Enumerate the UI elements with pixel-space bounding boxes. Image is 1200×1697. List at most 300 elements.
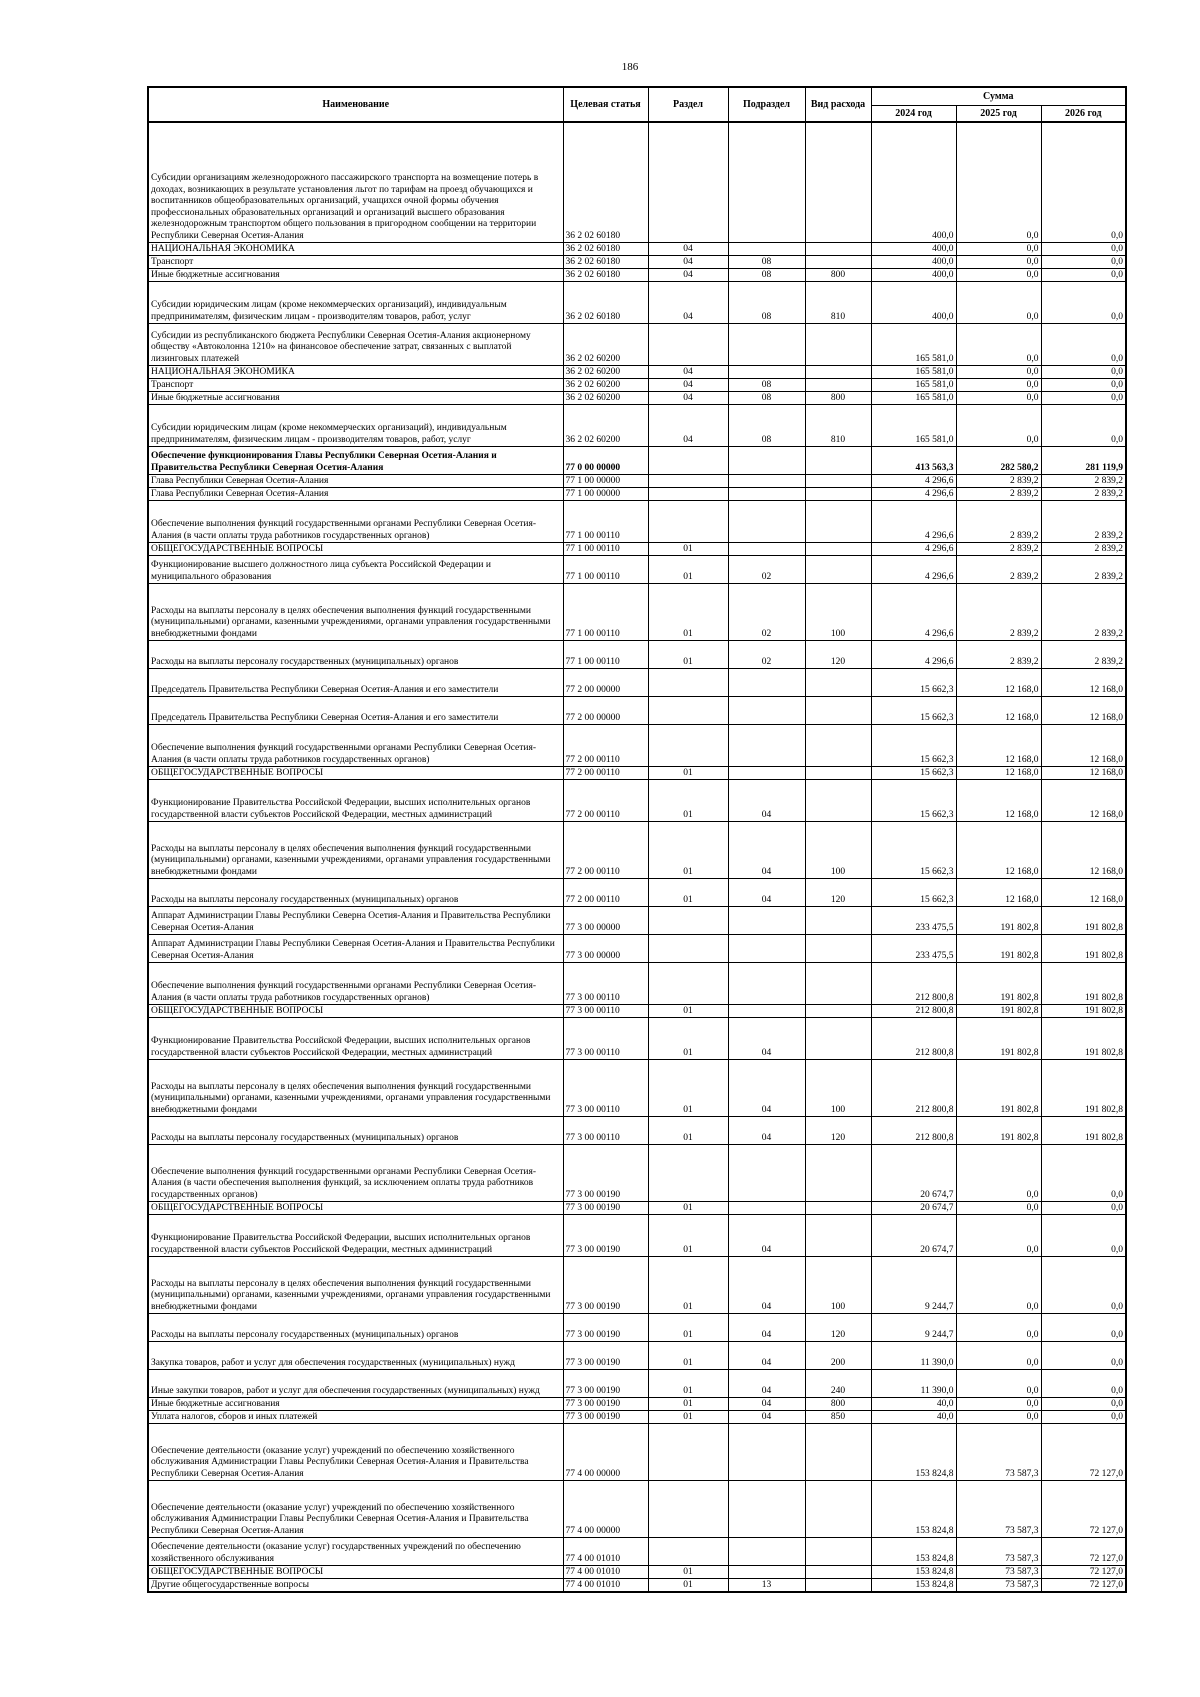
row-subsection: 04 <box>728 879 805 907</box>
row-sum-2025: 0,0 <box>956 1398 1041 1411</box>
row-name: Функционирование Правительства Российской Федерации, высших исполнительных органов государственной власти субъектов Российской Федерации, местных администраций <box>148 1018 563 1060</box>
row-expense-type: 810 <box>805 282 871 324</box>
row-sum-2025: 0,0 <box>956 1314 1041 1342</box>
table-row <box>148 641 1126 669</box>
row-subsection: 13 <box>728 1579 805 1593</box>
row-sum-2024: 4 296,6 <box>871 543 956 556</box>
row-sum-2025: 191 802,8 <box>956 1018 1041 1060</box>
row-sum-2025: 12 168,0 <box>956 879 1041 907</box>
row-sum-2024: 165 581,0 <box>871 366 956 379</box>
row-sum-2024: 4 296,6 <box>871 641 956 669</box>
row-target-article: 77 3 00 00110 <box>563 1060 648 1117</box>
row-sum-2024: 11 390,0 <box>871 1342 956 1370</box>
row-subsection: 04 <box>728 780 805 822</box>
row-name: Глава Республики Северная Осетия-Алания <box>148 475 563 488</box>
row-section: 04 <box>648 392 728 405</box>
row-name: Иные закупки товаров, работ и услуг для обеспечения государственных (муниципальных) нужд <box>148 1370 563 1398</box>
row-expense-type: 800 <box>805 269 871 282</box>
table-row <box>148 282 1126 324</box>
row-sum-2025: 73 587,3 <box>956 1481 1041 1538</box>
row-expense-type <box>805 907 871 935</box>
row-section: 01 <box>648 1398 728 1411</box>
row-sum-2025: 0,0 <box>956 243 1041 256</box>
row-sum-2026: 0,0 <box>1041 122 1126 243</box>
row-sum-2025: 2 839,2 <box>956 584 1041 641</box>
row-subsection <box>728 1145 805 1202</box>
row-section: 01 <box>648 1314 728 1342</box>
table-row <box>148 1060 1126 1117</box>
row-sum-2025: 2 839,2 <box>956 501 1041 543</box>
row-sum-2025: 73 587,3 <box>956 1424 1041 1481</box>
row-name: ОБЩЕГОСУДАРСТВЕННЫЕ ВОПРОСЫ <box>148 767 563 780</box>
header-sum: Сумма <box>871 87 1126 106</box>
row-expense-type: 120 <box>805 641 871 669</box>
row-name: Субсидии юридическим лицам (кроме некоммерческих организаций), индивидуальным предпринимателям, физическим лицам - производителям товаров, работ, услуг <box>148 405 563 447</box>
row-sum-2026: 0,0 <box>1041 366 1126 379</box>
table-row <box>148 1342 1126 1370</box>
row-target-article: 77 2 00 00000 <box>563 697 648 725</box>
row-target-article: 36 2 02 60180 <box>563 282 648 324</box>
row-sum-2024: 20 674,7 <box>871 1202 956 1215</box>
row-sum-2024: 212 800,8 <box>871 1005 956 1018</box>
row-target-article: 77 3 00 00190 <box>563 1370 648 1398</box>
row-sum-2025: 2 839,2 <box>956 641 1041 669</box>
row-sum-2024: 40,0 <box>871 1411 956 1424</box>
table-row <box>148 405 1126 447</box>
row-subsection: 04 <box>728 1314 805 1342</box>
row-target-article: 77 3 00 00190 <box>563 1202 648 1215</box>
table-row <box>148 1314 1126 1342</box>
row-target-article: 36 2 02 60200 <box>563 379 648 392</box>
table-row <box>148 1398 1126 1411</box>
row-sum-2025: 2 839,2 <box>956 475 1041 488</box>
row-section <box>648 907 728 935</box>
row-section: 01 <box>648 1117 728 1145</box>
row-expense-type: 240 <box>805 1370 871 1398</box>
row-sum-2025: 191 802,8 <box>956 935 1041 963</box>
table-row <box>148 1257 1126 1314</box>
row-name: Обеспечение выполнения функций государственными органами Республики Северная Осетия-Алания (в части обеспечения выполнения функций, за исключением оплаты труда работников государственных органов) <box>148 1145 563 1202</box>
table-row <box>148 1481 1126 1538</box>
table-row <box>148 324 1126 366</box>
row-sum-2025: 2 839,2 <box>956 488 1041 501</box>
row-sum-2025: 191 802,8 <box>956 907 1041 935</box>
row-sum-2025: 73 587,3 <box>956 1538 1041 1566</box>
table-row <box>148 556 1126 584</box>
row-sum-2026: 191 802,8 <box>1041 935 1126 963</box>
row-name: Субсидии юридическим лицам (кроме некоммерческих организаций), индивидуальным предпринимателям, физическим лицам - производителям товаров, работ, услуг <box>148 282 563 324</box>
row-name: Транспорт <box>148 256 563 269</box>
row-target-article: 36 2 02 60180 <box>563 256 648 269</box>
row-sum-2026: 2 839,2 <box>1041 488 1126 501</box>
row-target-article: 77 4 00 01010 <box>563 1538 648 1566</box>
row-sum-2024: 400,0 <box>871 243 956 256</box>
row-name: Обеспечение функционирования Главы Республики Северная Осетия-Алания и Правительства Республики Северная Осетия-Алания <box>148 447 563 475</box>
row-subsection: 04 <box>728 1398 805 1411</box>
row-name: Аппарат Администрации Главы Республики Северная Осетия-Алания и Правительства Республики Северная Осетия-Алания <box>148 935 563 963</box>
header-year-2026: 2026 год <box>1041 106 1126 123</box>
row-target-article: 77 3 00 00190 <box>563 1314 648 1342</box>
row-sum-2024: 15 662,3 <box>871 879 956 907</box>
row-subsection: 02 <box>728 641 805 669</box>
row-section <box>648 725 728 767</box>
row-subsection <box>728 475 805 488</box>
table-row <box>148 1145 1126 1202</box>
row-section <box>648 697 728 725</box>
row-target-article: 77 3 00 00190 <box>563 1215 648 1257</box>
table-row <box>148 879 1126 907</box>
row-sum-2026: 72 127,0 <box>1041 1579 1126 1593</box>
row-sum-2026: 2 839,2 <box>1041 556 1126 584</box>
row-subsection: 04 <box>728 1411 805 1424</box>
row-name: Расходы на выплаты персоналу государственных (муниципальных) органов <box>148 641 563 669</box>
table-row <box>148 501 1126 543</box>
header-name: Наименование <box>148 87 563 122</box>
table-row <box>148 1117 1126 1145</box>
row-sum-2024: 20 674,7 <box>871 1215 956 1257</box>
row-target-article: 77 1 00 00110 <box>563 556 648 584</box>
table-row <box>148 543 1126 556</box>
row-subsection: 08 <box>728 282 805 324</box>
row-name: ОБЩЕГОСУДАРСТВЕННЫЕ ВОПРОСЫ <box>148 1005 563 1018</box>
row-sum-2024: 153 824,8 <box>871 1566 956 1579</box>
table-row <box>148 767 1126 780</box>
row-target-article: 36 2 02 60180 <box>563 269 648 282</box>
row-section: 01 <box>648 1566 728 1579</box>
row-sum-2024: 212 800,8 <box>871 963 956 1005</box>
row-section: 01 <box>648 780 728 822</box>
row-name: Другие общегосударственные вопросы <box>148 1579 563 1593</box>
row-expense-type <box>805 488 871 501</box>
table-row <box>148 1538 1126 1566</box>
row-sum-2026: 12 168,0 <box>1041 725 1126 767</box>
row-name: ОБЩЕГОСУДАРСТВЕННЫЕ ВОПРОСЫ <box>148 1566 563 1579</box>
table-row <box>148 780 1126 822</box>
row-section <box>648 963 728 1005</box>
row-sum-2024: 165 581,0 <box>871 324 956 366</box>
row-subsection: 02 <box>728 556 805 584</box>
row-name: Расходы на выплаты персоналу государственных (муниципальных) органов <box>148 879 563 907</box>
row-subsection <box>728 1005 805 1018</box>
row-expense-type: 850 <box>805 1411 871 1424</box>
row-sum-2024: 153 824,8 <box>871 1538 956 1566</box>
row-sum-2026: 12 168,0 <box>1041 669 1126 697</box>
row-sum-2024: 413 563,3 <box>871 447 956 475</box>
table-row <box>148 392 1126 405</box>
row-section <box>648 1538 728 1566</box>
row-expense-type <box>805 1018 871 1060</box>
table-row <box>148 1005 1126 1018</box>
row-section: 04 <box>648 282 728 324</box>
row-subsection: 04 <box>728 1060 805 1117</box>
table-row <box>148 269 1126 282</box>
row-sum-2025: 73 587,3 <box>956 1579 1041 1593</box>
row-name: Расходы на выплаты персоналу в целях обеспечения выполнения функций государственными (муниципальными) органами, казенными учреждениями, органами управления государственными внебюджетными фондами <box>148 822 563 879</box>
row-expense-type <box>805 1215 871 1257</box>
row-sum-2025: 191 802,8 <box>956 1117 1041 1145</box>
row-expense-type: 100 <box>805 822 871 879</box>
row-subsection: 08 <box>728 256 805 269</box>
row-expense-type <box>805 1005 871 1018</box>
row-name: Функционирование Правительства Российской Федерации, высших исполнительных органов государственной власти субъектов Российской Федерации, местных администраций <box>148 780 563 822</box>
row-sum-2024: 165 581,0 <box>871 379 956 392</box>
row-target-article: 36 2 02 60200 <box>563 366 648 379</box>
row-expense-type: 810 <box>805 405 871 447</box>
row-section: 01 <box>648 1060 728 1117</box>
row-expense-type <box>805 256 871 269</box>
row-sum-2026: 191 802,8 <box>1041 963 1126 1005</box>
table-row <box>148 1370 1126 1398</box>
header-year-2025: 2025 год <box>956 106 1041 123</box>
row-expense-type <box>805 767 871 780</box>
table-header <box>148 87 1126 122</box>
header-target-article: Целевая статья <box>563 87 648 122</box>
row-sum-2024: 400,0 <box>871 256 956 269</box>
row-sum-2025: 0,0 <box>956 405 1041 447</box>
row-sum-2026: 191 802,8 <box>1041 1117 1126 1145</box>
row-target-article: 77 3 00 00000 <box>563 935 648 963</box>
row-target-article: 77 2 00 00110 <box>563 879 648 907</box>
row-sum-2024: 15 662,3 <box>871 725 956 767</box>
row-expense-type: 100 <box>805 1060 871 1117</box>
row-target-article: 77 1 00 00110 <box>563 501 648 543</box>
row-sum-2026: 0,0 <box>1041 1411 1126 1424</box>
table-row <box>148 488 1126 501</box>
row-subsection <box>728 447 805 475</box>
row-sum-2024: 233 475,5 <box>871 935 956 963</box>
row-section: 01 <box>648 556 728 584</box>
row-sum-2026: 72 127,0 <box>1041 1481 1126 1538</box>
row-sum-2026: 0,0 <box>1041 1257 1126 1314</box>
row-name: Уплата налогов, сборов и иных платежей <box>148 1411 563 1424</box>
row-section: 01 <box>648 1342 728 1370</box>
row-sum-2024: 20 674,7 <box>871 1145 956 1202</box>
row-sum-2026: 2 839,2 <box>1041 501 1126 543</box>
row-sum-2026: 191 802,8 <box>1041 1018 1126 1060</box>
row-subsection <box>728 366 805 379</box>
row-sum-2026: 72 127,0 <box>1041 1424 1126 1481</box>
row-target-article: 77 3 00 00190 <box>563 1411 648 1424</box>
row-section: 01 <box>648 767 728 780</box>
row-sum-2024: 9 244,7 <box>871 1257 956 1314</box>
row-subsection <box>728 669 805 697</box>
row-subsection <box>728 697 805 725</box>
row-expense-type <box>805 1538 871 1566</box>
row-sum-2026: 0,0 <box>1041 324 1126 366</box>
row-name: Функционирование Правительства Российской Федерации, высших исполнительных органов государственной власти субъектов Российской Федерации, местных администраций <box>148 1215 563 1257</box>
header-subsection: Подраздел <box>728 87 805 122</box>
row-name: Председатель Правительства Республики Северная Осетия-Алания и его заместители <box>148 697 563 725</box>
table-row <box>148 697 1126 725</box>
row-name: Аппарат Администрации Главы Республики Северна Осетия-Алания и Правительства Республики Северная Осетия-Алания <box>148 907 563 935</box>
row-sum-2025: 0,0 <box>956 1145 1041 1202</box>
row-section: 04 <box>648 379 728 392</box>
row-subsection: 04 <box>728 1018 805 1060</box>
row-sum-2026: 191 802,8 <box>1041 1060 1126 1117</box>
row-sum-2025: 0,0 <box>956 1342 1041 1370</box>
row-section <box>648 1145 728 1202</box>
row-section: 04 <box>648 243 728 256</box>
row-sum-2024: 212 800,8 <box>871 1018 956 1060</box>
row-sum-2024: 15 662,3 <box>871 822 956 879</box>
row-sum-2026: 2 839,2 <box>1041 475 1126 488</box>
row-expense-type <box>805 379 871 392</box>
row-sum-2026: 72 127,0 <box>1041 1566 1126 1579</box>
row-sum-2026: 0,0 <box>1041 1342 1126 1370</box>
row-target-article: 77 4 00 00000 <box>563 1424 648 1481</box>
row-sum-2024: 153 824,8 <box>871 1424 956 1481</box>
row-expense-type <box>805 1566 871 1579</box>
row-sum-2024: 15 662,3 <box>871 669 956 697</box>
row-section <box>648 935 728 963</box>
row-sum-2024: 233 475,5 <box>871 907 956 935</box>
row-subsection <box>728 907 805 935</box>
row-target-article: 77 4 00 01010 <box>563 1566 648 1579</box>
row-target-article: 77 1 00 00110 <box>563 543 648 556</box>
row-sum-2025: 0,0 <box>956 324 1041 366</box>
row-section: 01 <box>648 543 728 556</box>
row-section: 01 <box>648 1257 728 1314</box>
row-expense-type: 120 <box>805 1117 871 1145</box>
row-name: Обеспечение деятельности (оказание услуг) учреждений по обеспечению хозяйственного обслуживания Администрации Главы Республики Северная Осетия-Алания и Правительства Республики Северная Осетия-Алания <box>148 1424 563 1481</box>
row-expense-type <box>805 475 871 488</box>
row-expense-type: 100 <box>805 1257 871 1314</box>
row-expense-type <box>805 725 871 767</box>
row-sum-2026: 191 802,8 <box>1041 1005 1126 1018</box>
row-subsection <box>728 1566 805 1579</box>
row-expense-type: 200 <box>805 1342 871 1370</box>
row-subsection <box>728 324 805 366</box>
row-subsection <box>728 725 805 767</box>
table-row <box>148 584 1126 641</box>
row-name: Расходы на выплаты персоналу в целях обеспечения выполнения функций государственными (муниципальными) органами, казенными учреждениями, органами управления государственными внебюджетными фондами <box>148 1257 563 1314</box>
row-section: 04 <box>648 366 728 379</box>
row-section <box>648 122 728 243</box>
row-sum-2025: 0,0 <box>956 366 1041 379</box>
table-row <box>148 256 1126 269</box>
row-target-article: 77 1 00 00110 <box>563 584 648 641</box>
row-target-article: 77 3 00 00190 <box>563 1398 648 1411</box>
row-sum-2024: 4 296,6 <box>871 488 956 501</box>
row-expense-type <box>805 366 871 379</box>
row-sum-2026: 72 127,0 <box>1041 1538 1126 1566</box>
table-row <box>148 379 1126 392</box>
row-subsection <box>728 1424 805 1481</box>
row-sum-2024: 212 800,8 <box>871 1060 956 1117</box>
row-section: 01 <box>648 1202 728 1215</box>
row-sum-2026: 0,0 <box>1041 243 1126 256</box>
row-sum-2025: 0,0 <box>956 256 1041 269</box>
row-expense-type <box>805 324 871 366</box>
row-name: Иные бюджетные ассигнования <box>148 392 563 405</box>
row-name: Обеспечение выполнения функций государственными органами Республики Северная Осетия-Алания (в части оплаты труда работников государственных органов) <box>148 963 563 1005</box>
row-sum-2026: 2 839,2 <box>1041 543 1126 556</box>
row-target-article: 77 3 00 00000 <box>563 907 648 935</box>
row-expense-type: 800 <box>805 1398 871 1411</box>
table-row <box>148 1202 1126 1215</box>
row-section <box>648 324 728 366</box>
row-sum-2025: 0,0 <box>956 1411 1041 1424</box>
row-sum-2024: 212 800,8 <box>871 1117 956 1145</box>
row-sum-2024: 15 662,3 <box>871 780 956 822</box>
row-target-article: 36 2 02 60180 <box>563 122 648 243</box>
row-expense-type <box>805 935 871 963</box>
row-name: Председатель Правительства Республики Северная Осетия-Алания и его заместители <box>148 669 563 697</box>
row-name: Субсидии из республиканского бюджета Республики Северная Осетия-Алания акционерному обществу «Автоколонна 1210» на финансовое обеспечение затрат, связанных с выплатой лизинговых платежей <box>148 324 563 366</box>
row-target-article: 36 2 02 60200 <box>563 405 648 447</box>
row-subsection: 08 <box>728 405 805 447</box>
row-sum-2024: 11 390,0 <box>871 1370 956 1398</box>
row-sum-2025: 0,0 <box>956 269 1041 282</box>
header-section: Раздел <box>648 87 728 122</box>
row-expense-type <box>805 669 871 697</box>
row-target-article: 77 3 00 00110 <box>563 1117 648 1145</box>
row-sum-2024: 4 296,6 <box>871 475 956 488</box>
row-sum-2024: 400,0 <box>871 282 956 324</box>
row-sum-2026: 0,0 <box>1041 1145 1126 1202</box>
row-sum-2025: 191 802,8 <box>956 963 1041 1005</box>
row-section: 01 <box>648 1579 728 1593</box>
row-sum-2024: 165 581,0 <box>871 405 956 447</box>
row-target-article: 77 1 00 00110 <box>563 641 648 669</box>
row-subsection <box>728 1202 805 1215</box>
row-subsection <box>728 935 805 963</box>
row-sum-2024: 165 581,0 <box>871 392 956 405</box>
row-name: Функционирование высшего должностного лица субъекта Российской Федерации и муниципального образования <box>148 556 563 584</box>
row-subsection <box>728 501 805 543</box>
row-sum-2026: 281 119,9 <box>1041 447 1126 475</box>
row-sum-2026: 0,0 <box>1041 405 1126 447</box>
row-subsection: 08 <box>728 392 805 405</box>
row-name: Расходы на выплаты персоналу государственных (муниципальных) органов <box>148 1314 563 1342</box>
row-target-article: 36 2 02 60200 <box>563 324 648 366</box>
row-sum-2026: 0,0 <box>1041 1314 1126 1342</box>
row-sum-2026: 2 839,2 <box>1041 641 1126 669</box>
row-section: 01 <box>648 1411 728 1424</box>
row-subsection: 04 <box>728 1342 805 1370</box>
row-expense-type <box>805 1579 871 1593</box>
row-section <box>648 447 728 475</box>
row-expense-type <box>805 243 871 256</box>
row-target-article: 77 4 00 01010 <box>563 1579 648 1593</box>
row-expense-type: 100 <box>805 584 871 641</box>
table-row <box>148 243 1126 256</box>
row-target-article: 77 2 00 00110 <box>563 822 648 879</box>
table-row <box>148 669 1126 697</box>
row-sum-2024: 15 662,3 <box>871 767 956 780</box>
row-target-article: 77 3 00 00190 <box>563 1257 648 1314</box>
table-row <box>148 935 1126 963</box>
row-sum-2026: 191 802,8 <box>1041 907 1126 935</box>
row-section: 01 <box>648 1005 728 1018</box>
table-row <box>148 1018 1126 1060</box>
row-sum-2026: 0,0 <box>1041 269 1126 282</box>
row-subsection: 02 <box>728 584 805 641</box>
row-name: Расходы на выплаты персоналу в целях обеспечения выполнения функций государственными (муниципальными) органами, казенными учреждениями, органами управления государственными внебюджетными фондами <box>148 584 563 641</box>
row-subsection <box>728 488 805 501</box>
row-expense-type <box>805 1481 871 1538</box>
row-name: Расходы на выплаты персоналу государственных (муниципальных) органов <box>148 1117 563 1145</box>
row-sum-2026: 12 168,0 <box>1041 697 1126 725</box>
table-row <box>148 907 1126 935</box>
row-sum-2026: 0,0 <box>1041 1398 1126 1411</box>
row-section <box>648 475 728 488</box>
row-name: Глава Республики Северная Осетия-Алания <box>148 488 563 501</box>
row-sum-2024: 4 296,6 <box>871 501 956 543</box>
row-target-article: 77 4 00 00000 <box>563 1481 648 1538</box>
row-subsection: 04 <box>728 822 805 879</box>
row-target-article: 77 3 00 00190 <box>563 1145 648 1202</box>
